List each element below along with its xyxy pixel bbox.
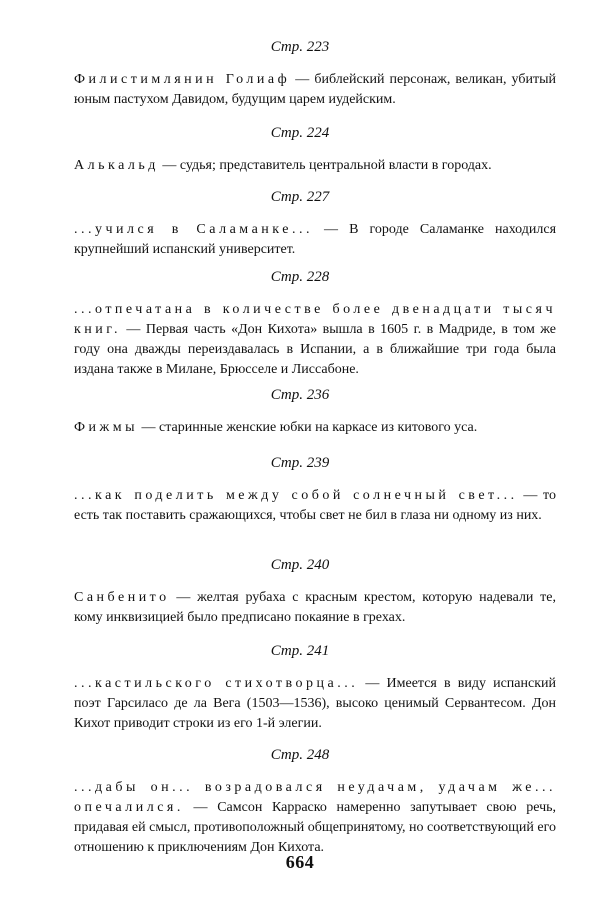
note-body bbox=[74, 220, 556, 260]
note-text: — В городе Саламанке находился крупнейший испанский университет. bbox=[74, 222, 557, 257]
note-term: Алькальд bbox=[74, 158, 159, 173]
note-body bbox=[74, 778, 556, 858]
note-entry bbox=[0, 386, 600, 438]
note-text: — библейский персонаж, великан, убитый юным пастухом Давидом, будущим царем иудейским. bbox=[74, 72, 556, 107]
page-reference: Стр. 228 bbox=[270, 269, 330, 285]
note-body bbox=[74, 156, 556, 176]
note-term: ...кастильского стихотворца... bbox=[74, 676, 359, 691]
note-entry bbox=[0, 124, 600, 176]
note-body bbox=[74, 70, 556, 110]
note-entry bbox=[0, 642, 600, 734]
note-entry bbox=[0, 746, 600, 858]
note-term: Филистимлянин Голиаф bbox=[74, 72, 291, 87]
page-reference: Стр. 227 bbox=[270, 189, 330, 205]
page-reference: Стр. 248 bbox=[270, 747, 330, 763]
note-text: — то есть так поставить сражающихся, чтобы свет не бил в глаза ни одному из них. bbox=[74, 488, 556, 523]
note-text: — Имеется в виду испанский поэт Гарсиласо де ла Вега (1503—1536), высоко ценимый Сервантесом. Дон Кихот приводит строки из его 1-й элегии. bbox=[74, 676, 556, 731]
note-body bbox=[74, 300, 556, 380]
page-reference: Стр. 224 bbox=[270, 125, 330, 141]
note-term: Санбенито bbox=[74, 590, 170, 605]
note-body bbox=[74, 486, 556, 526]
page-reference: Стр. 223 bbox=[270, 39, 330, 55]
page-reference: Стр. 236 bbox=[270, 387, 330, 403]
note-entry bbox=[0, 188, 600, 260]
note-text: — старинные женские юбки на каркасе из китового уса. bbox=[141, 420, 478, 435]
note-term: Фижмы bbox=[74, 420, 138, 435]
note-body bbox=[74, 418, 556, 438]
note-term: ...учился в Саламанке... bbox=[74, 222, 313, 237]
note-text: — Самсон Карраско намеренно запутывает свою речь, придавая ей смысл, противоположный общепринятому, но соответствующий его отношению к приключениям Дон Кихота. bbox=[74, 800, 557, 855]
page-reference: Стр. 239 bbox=[270, 455, 330, 471]
note-entry bbox=[0, 556, 600, 628]
note-entry bbox=[0, 454, 600, 526]
page-reference: Стр. 240 bbox=[270, 557, 330, 573]
note-text: — судья; представитель центральной власти в городах. bbox=[162, 158, 492, 173]
note-text: — Первая часть «Дон Кихота» вышла в 1605 г. в Мадриде, в том же году она дважды переиздавалась в Испании, а в ближайшие три года была издана также в Милане, Брюсселе и Лиссабоне. bbox=[74, 322, 557, 377]
note-entry bbox=[0, 38, 600, 110]
note-term: ...дабы он... возрадовался неудачам, удачам же... опечалился. bbox=[74, 780, 556, 815]
note-body bbox=[74, 588, 556, 628]
note-text: — желтая рубаха с красным крестом, которую надевали те, кому инквизицией было предписано покаяние в грехах. bbox=[74, 590, 556, 625]
note-term: ...отпечатана в количестве более двенадцати тысяч книг. bbox=[74, 302, 556, 337]
note-term: ...как поделить между собой солнечный свет... bbox=[74, 488, 518, 503]
note-entry bbox=[0, 268, 600, 380]
page-reference: Стр. 241 bbox=[270, 643, 330, 659]
page-number: 664 bbox=[285, 852, 315, 872]
note-body bbox=[74, 674, 556, 734]
